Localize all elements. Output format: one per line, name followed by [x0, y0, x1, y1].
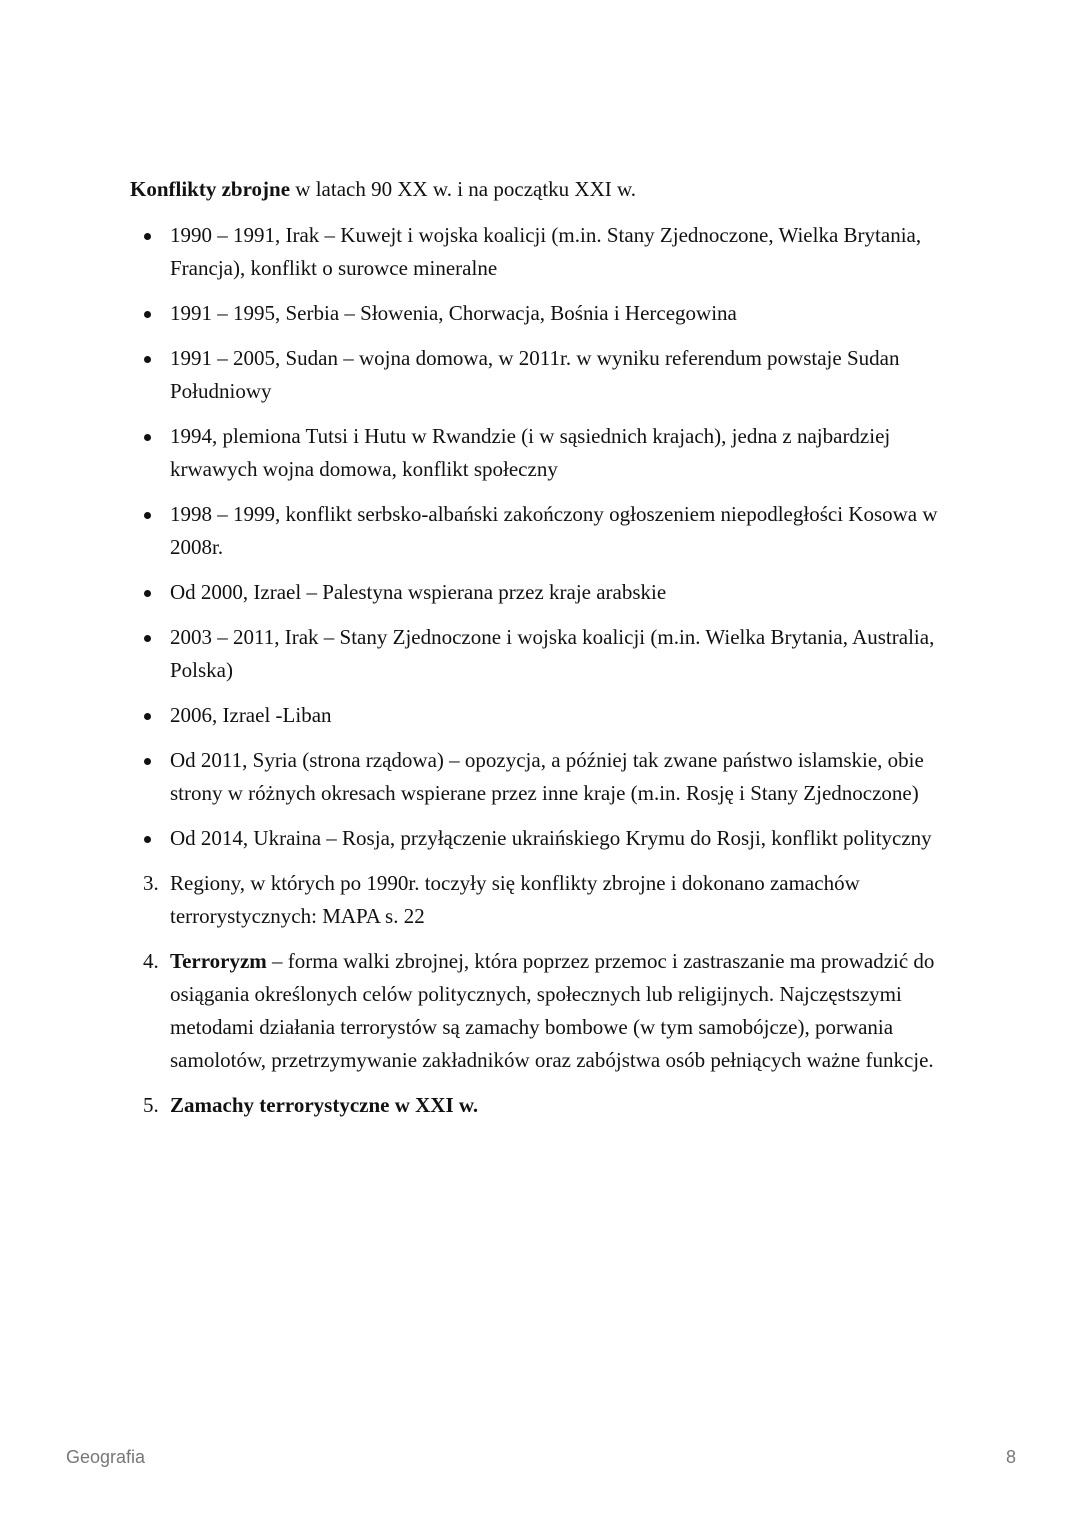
section-heading-rest: w latach 90 XX w. i na początku XXI w. [290, 177, 637, 201]
conflicts-list [130, 219, 960, 855]
list-item-text: 1998 – 1999, konflikt serbsko-albański zakończony ogłoszeniem niepodległości Kosowa w 2008r. [170, 502, 938, 559]
list-item [130, 297, 960, 330]
list-item [130, 576, 960, 609]
footer-page-number: 8 [1005, 1447, 1016, 1467]
list-item [130, 219, 960, 285]
list-item-text: 2003 – 2011, Irak – Stany Zjednoczone i wojska koalicji (m.in. Wielka Brytania, Australia, Polska) [170, 625, 935, 682]
bullet-icon [144, 758, 151, 765]
bullet-icon [144, 434, 151, 441]
list-item [130, 342, 960, 408]
item-text: Regiony, w których po 1990r. toczyły się konflikty zbrojne i dokonano zamachów terrorystycznych: MAPA s. 22 [170, 871, 860, 928]
item-number: 3. [143, 871, 159, 895]
list-item-text: 1994, plemiona Tutsi i Hutu w Rwandzie (i w sąsiednich krajach), jedna z najbardziej krwawych wojna domowa, konflikt społeczny [170, 424, 891, 481]
list-item [130, 744, 960, 810]
bullet-icon [144, 356, 151, 363]
bullet-icon [144, 233, 151, 240]
section-heading [130, 173, 960, 206]
list-item [130, 621, 960, 687]
bullet-icon [144, 311, 151, 318]
numbered-list [130, 867, 960, 1122]
item-bold: Terroryzm [170, 949, 267, 973]
numbered-item [130, 1089, 960, 1122]
list-item-text: 1991 – 1995, Serbia – Słowenia, Chorwacja, Bośnia i Hercegowina [170, 301, 737, 325]
list-item [130, 822, 960, 855]
bullet-icon [144, 512, 151, 519]
bullet-icon [144, 590, 151, 597]
list-item-text: Od 2014, Ukraina – Rosja, przyłączenie ukraińskiego Krymu do Rosji, konflikt polityczny [170, 826, 932, 850]
numbered-item [130, 945, 960, 1077]
footer-subject: Geografia [66, 1447, 146, 1467]
list-item-text: 2006, Izrael -Liban [170, 703, 332, 727]
section-heading-bold: Konflikty zbrojne [130, 177, 291, 201]
list-item [130, 498, 960, 564]
list-item-text: Od 2011, Syria (strona rządowa) – opozycja, a później tak zwane państwo islamskie, obie strony w różnych okresach wspierane przez inne kraje (m.in. Rosję i Stany Zjednoczone) [170, 748, 924, 805]
bullet-icon [144, 635, 151, 642]
numbered-item [130, 867, 960, 933]
item-bold: Zamachy terrorystyczne w XXI w. [170, 1093, 479, 1117]
item-text: – forma walki zbrojnej, która poprzez przemoc i zastraszanie ma prowadzić do osiągania określonych celów politycznych, społecznych lub religijnych. Najczęstszymi metodami działania terrorystów są zamachy bombowe (w tym samobójcze), porwania samolotów, przetrzymywanie zakładników oraz zabójstwa osób pełniących ważne funkcje. [170, 949, 935, 1072]
list-item-text: 1990 – 1991, Irak – Kuwejt i wojska koalicji (m.in. Stany Zjednoczone, Wielka Brytania, Francja), konflikt o surowce mineralne [170, 223, 922, 280]
list-item [130, 699, 960, 732]
list-item-text: Od 2000, Izrael – Palestyna wspierana przez kraje arabskie [170, 580, 667, 604]
list-item-text: 1991 – 2005, Sudan – wojna domowa, w 2011r. w wyniku referendum powstaje Sudan Południowy [170, 346, 900, 403]
bullet-icon [144, 836, 151, 843]
list-item [130, 420, 960, 486]
item-number: 5. [143, 1093, 159, 1117]
item-number: 4. [143, 949, 159, 973]
bullet-icon [144, 713, 151, 720]
document-body [130, 173, 960, 1134]
